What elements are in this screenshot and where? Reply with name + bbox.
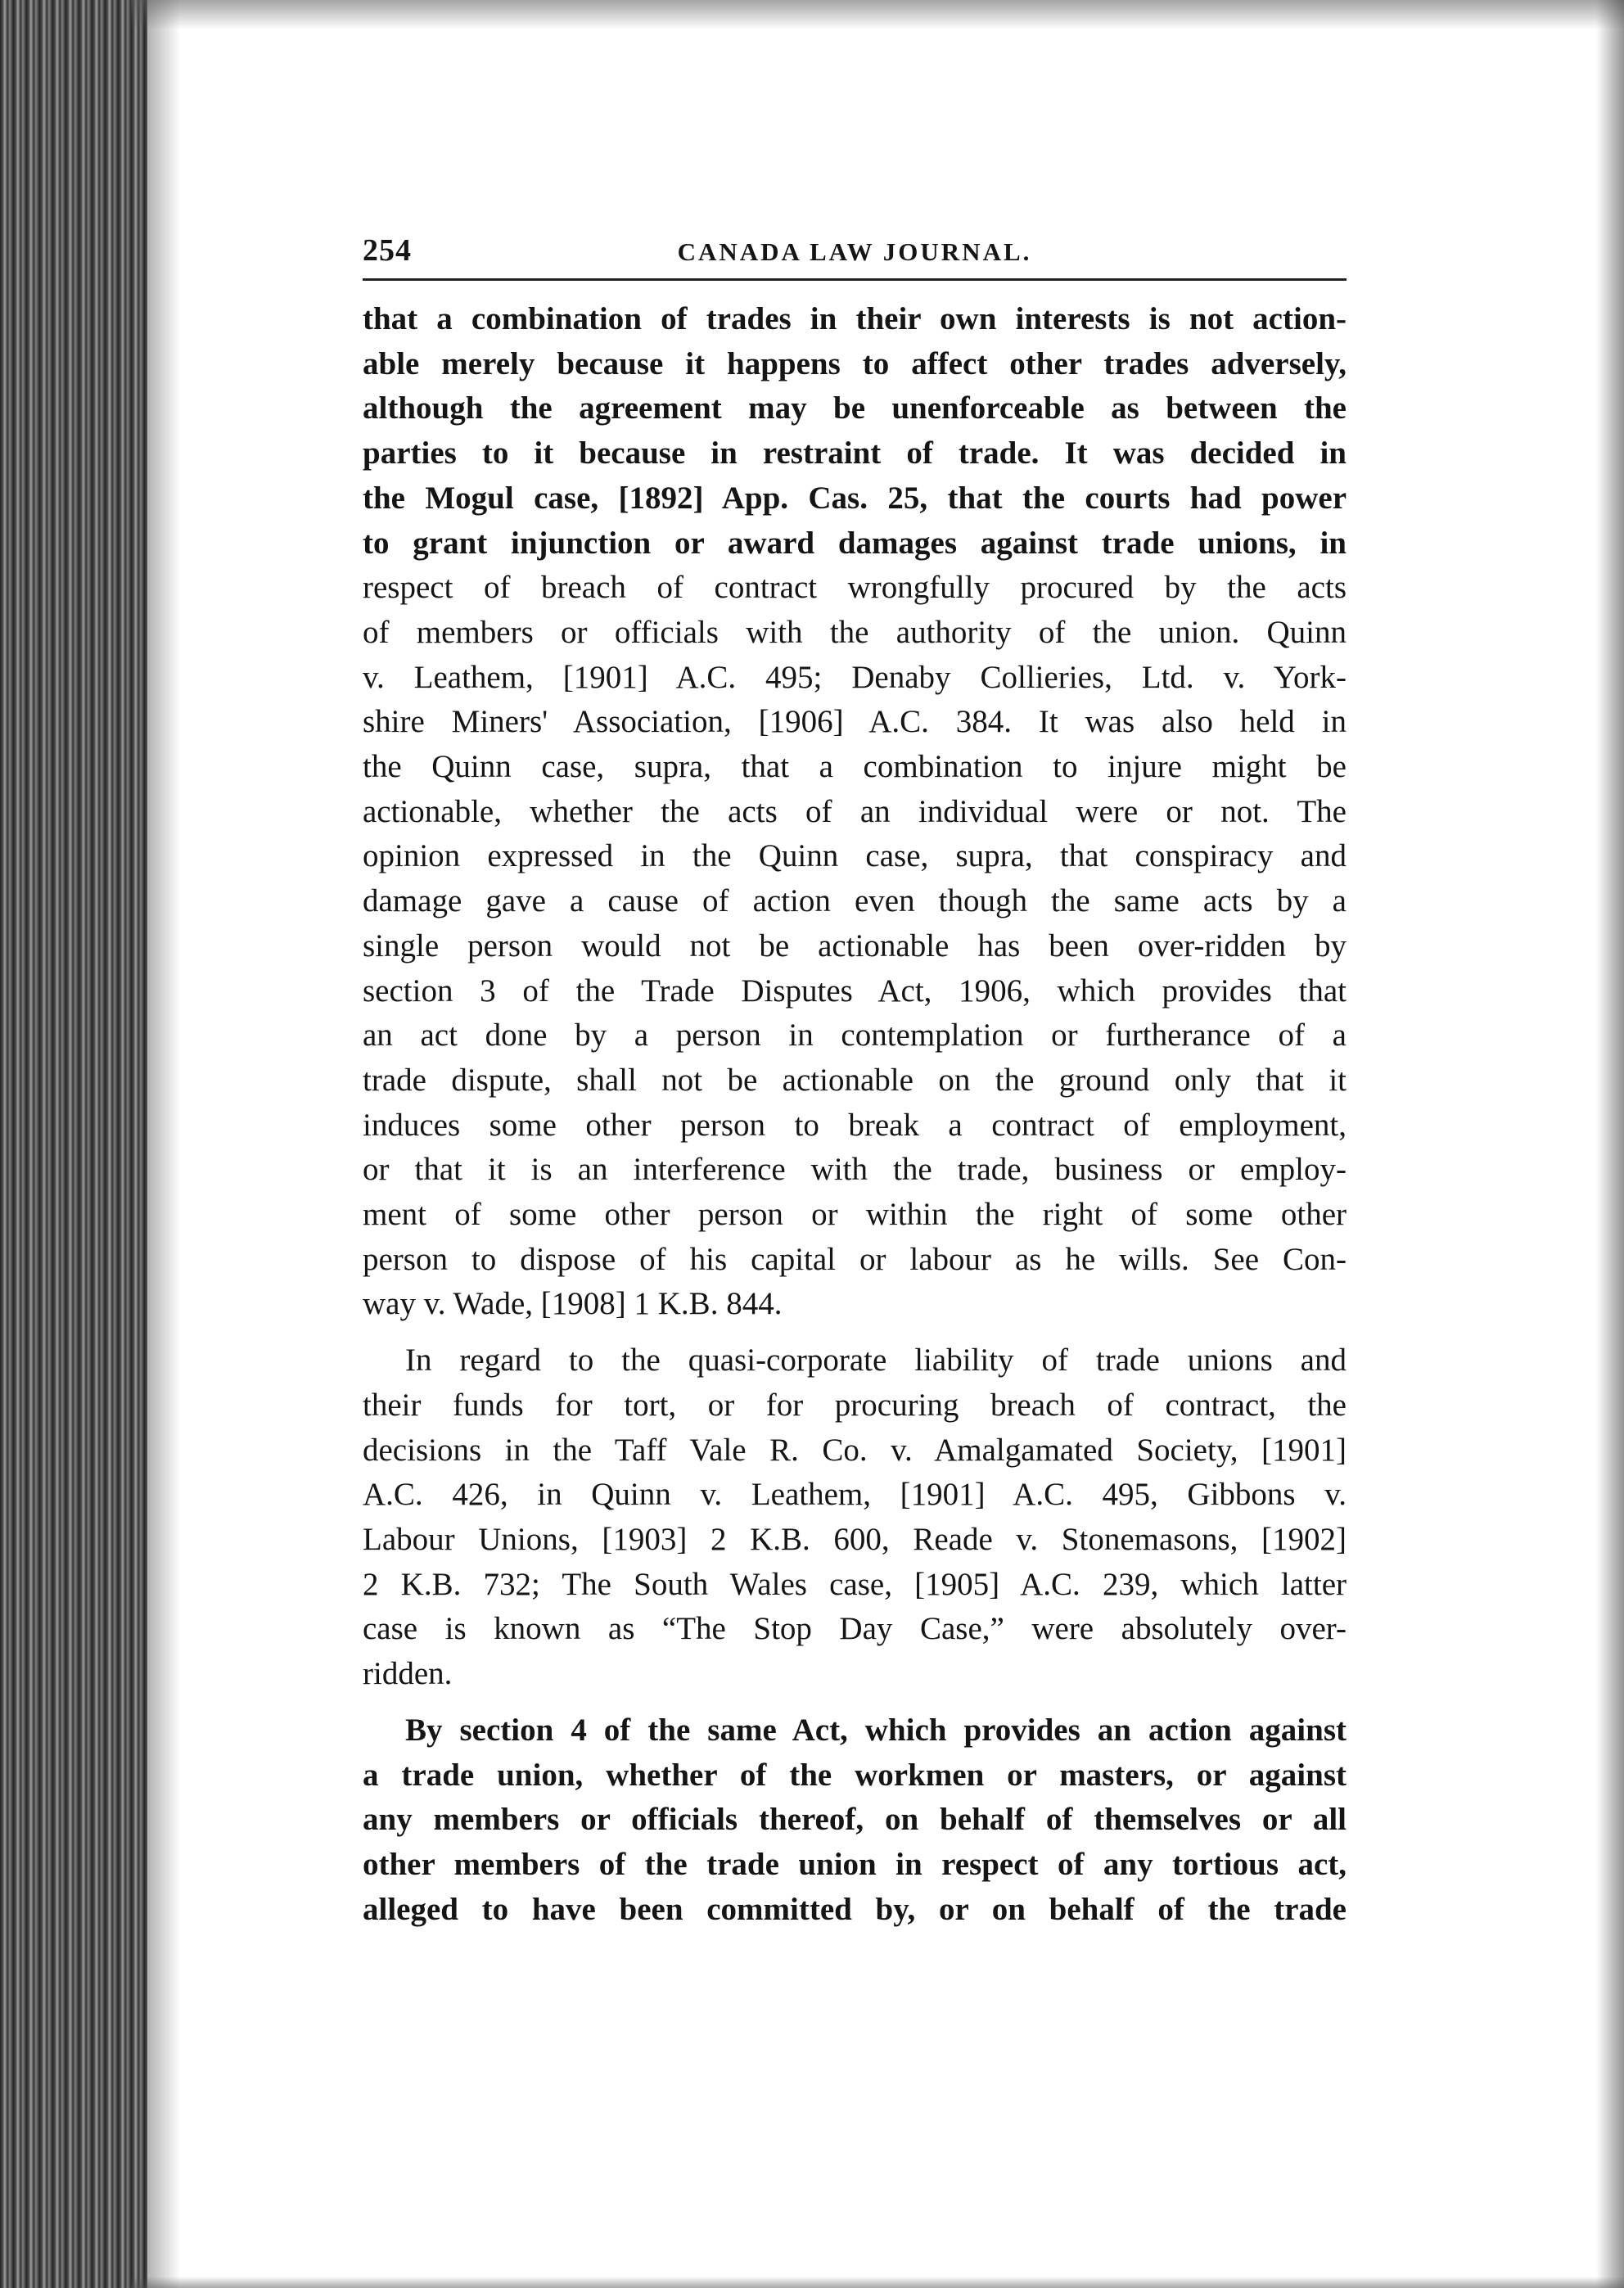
- text-line: able merely because it happens to affect other trades adversely,: [363, 345, 1347, 381]
- text-line: induces some other person to break a contract of employment,: [363, 1107, 1347, 1143]
- text-line: damage gave a cause of action even though the same acts by a: [363, 883, 1347, 919]
- journal-title: CANADA LAW JOURNAL.: [677, 237, 1032, 266]
- text-line: an act done by a person in contemplation or furtherance of a: [363, 1018, 1347, 1054]
- text-line: By section 4 of the same Act, which provides an action against: [405, 1712, 1347, 1748]
- text-line: a trade union, whether of the workmen or masters, or against: [363, 1757, 1347, 1793]
- text-line: Labour Unions, [1903] 2 K.B. 600, Reade v. Stonemasons, [1902]: [363, 1521, 1347, 1557]
- text-line: their funds for tort, or for procuring breach of contract, the: [363, 1387, 1347, 1423]
- text-line: shire Miners' Association, [1906] A.C. 384. It was also held in: [363, 704, 1347, 740]
- text-line: that a combination of trades in their own interests is not action-: [363, 301, 1347, 336]
- text-line: trade dispute, shall not be actionable on the ground only that it: [363, 1062, 1347, 1098]
- text-line: or that it is an interference with the trade, business or employ-: [363, 1152, 1347, 1188]
- text-line: case is known as “The Stop Day Case,” were absolutely over-: [363, 1611, 1347, 1647]
- top-edge-shadow: [131, 0, 1624, 29]
- binding-shadow: [0, 0, 147, 2288]
- text-line: the Quinn case, supra, that a combination to injure might be: [363, 749, 1347, 785]
- text-line: the Mogul case, [1892] App. Cas. 25, that the courts had power: [363, 480, 1347, 516]
- paragraph-1: [363, 297, 1347, 1327]
- text-line: actionable, whether the acts of an individual were or not. The: [363, 793, 1347, 829]
- text-line: alleged to have been committed by, or on behalf of the trade: [363, 1891, 1347, 1927]
- page-content: [363, 221, 1347, 1932]
- text-line: way v. Wade, [1908] 1 K.B. 844.: [363, 1286, 783, 1322]
- right-edge-shadow: [1596, 0, 1624, 2288]
- paragraph-2: [363, 1338, 1347, 1697]
- header-rule: [363, 278, 1347, 281]
- text-line: decisions in the Taff Vale R. Co. v. Amalgamated Society, [1901]: [363, 1432, 1347, 1468]
- running-head: [363, 221, 1347, 270]
- text-line: ridden.: [363, 1656, 453, 1692]
- text-line: A.C. 426, in Quinn v. Leathem, [1901] A.C. 495, Gibbons v.: [363, 1477, 1347, 1513]
- text-line: to grant injunction or award damages against trade unions, in: [363, 525, 1347, 561]
- text-line: although the agreement may be unenforceable as between the: [363, 390, 1347, 426]
- text-line: respect of breach of contract wrongfully procured by the acts: [363, 570, 1347, 606]
- page-number: 254: [363, 233, 412, 268]
- text-line: person to dispose of his capital or labour as he wills. See Con-: [363, 1241, 1347, 1277]
- bottom-edge-shadow: [131, 2277, 1624, 2288]
- text-line: section 3 of the Trade Disputes Act, 1906, which provides that: [363, 973, 1347, 1009]
- text-line: v. Leathem, [1901] A.C. 495; Denaby Collieries, Ltd. v. York-: [363, 659, 1347, 695]
- text-line: 2 K.B. 732; The South Wales case, [1905] A.C. 239, which latter: [363, 1566, 1347, 1602]
- text-line: ment of some other person or within the right of some other: [363, 1197, 1347, 1233]
- paragraph-3: [363, 1708, 1347, 1933]
- text-line: parties to it because in restraint of trade. It was decided in: [363, 435, 1347, 472]
- text-line: of members or officials with the authority of the union. Quinn: [363, 614, 1347, 650]
- text-line: opinion expressed in the Quinn case, supra, that conspiracy and: [363, 838, 1347, 874]
- text-line: In regard to the quasi-corporate liability of trade unions and: [405, 1343, 1347, 1379]
- text-line: other members of the trade union in respect of any tortious act,: [363, 1846, 1347, 1882]
- text-line: single person would not be actionable has been over-ridden by: [363, 927, 1347, 963]
- text-line: any members or officials thereof, on behalf of themselves or all: [363, 1802, 1347, 1838]
